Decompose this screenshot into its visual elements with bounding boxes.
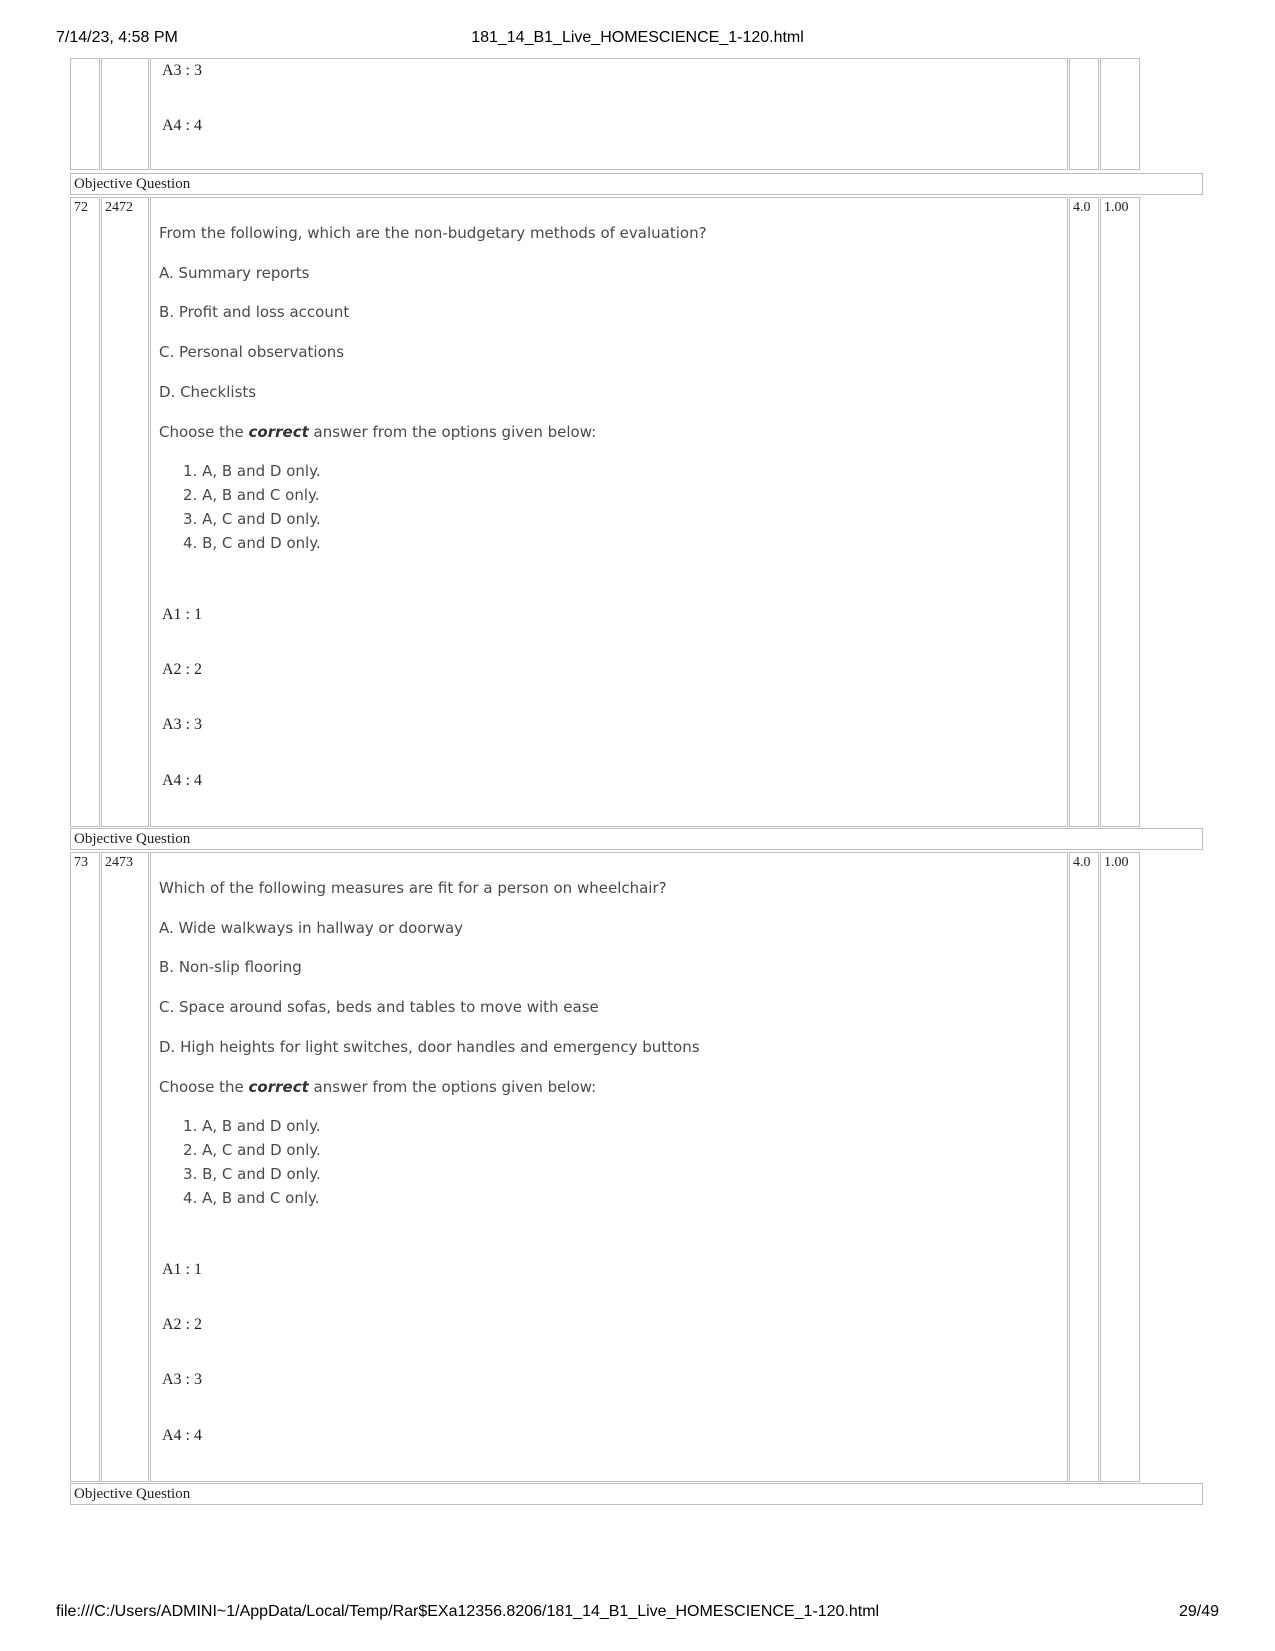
prev-qid-cell xyxy=(101,58,149,170)
answer-option: A1 : 1 xyxy=(162,606,202,623)
statement: D. Checklists xyxy=(159,383,257,401)
answer-option: A2 : 2 xyxy=(162,1316,202,1333)
question-id: 2472 xyxy=(101,197,149,827)
marks-value: 4.0 xyxy=(1069,197,1099,827)
prev-sno-cell xyxy=(70,58,100,170)
answer-option: A3 : 3 xyxy=(162,62,202,79)
answer-option: A2 : 2 xyxy=(162,661,202,678)
option-item: 1. A, B and D only. xyxy=(183,1117,321,1135)
page-number: 29/49 xyxy=(1178,1603,1219,1620)
answer-option: A1 : 1 xyxy=(162,1261,202,1278)
answer-option: A4 : 4 xyxy=(162,1427,202,1444)
option-item: 2. A, C and D only. xyxy=(183,1141,321,1159)
question-stem: From the following, which are the non-budgetary methods of evaluation? xyxy=(159,224,707,242)
statement: C. Personal observations xyxy=(159,343,345,361)
statement: B. Non-slip flooring xyxy=(159,958,302,976)
statement: B. Profit and loss account xyxy=(159,303,350,321)
question-stem: Which of the following measures are fit for a person on wheelchair? xyxy=(159,879,667,897)
option-item: 4. A, B and C only. xyxy=(183,1189,320,1207)
negative-marks-value: 1.00 xyxy=(1100,197,1140,827)
statement: A. Summary reports xyxy=(159,264,310,282)
answer-option: A4 : 4 xyxy=(162,117,202,134)
serial-number: 73 xyxy=(70,852,100,1482)
choose-instruction: Choose the correct answer from the options given below: xyxy=(159,423,597,441)
print-datetime: 7/14/23, 4:58 PM xyxy=(56,29,178,46)
prev-negative-cell xyxy=(1100,58,1140,170)
serial-number: 72 xyxy=(70,197,100,827)
statement: A. Wide walkways in hallway or doorway xyxy=(159,919,464,937)
file-path: file:///C:/Users/ADMINI~1/AppData/Local/Temp/Rar$EXa12356.8206/181_14_B1_Live_HOMESCIENCE_1-120.html xyxy=(56,1603,880,1620)
section-label: Objective Question xyxy=(70,173,1203,195)
section-label: Objective Question xyxy=(70,828,1203,850)
option-item: 3. A, C and D only. xyxy=(183,510,321,528)
prev-question-cell xyxy=(150,58,1068,170)
prev-marks-cell xyxy=(1069,58,1099,170)
section-label: Objective Question xyxy=(70,1483,1203,1505)
question-table xyxy=(70,58,1203,1588)
statement: D. High heights for light switches, door handles and emergency buttons xyxy=(159,1038,700,1056)
choose-instruction: Choose the correct answer from the options given below: xyxy=(159,1078,597,1096)
answer-option: A4 : 4 xyxy=(162,772,202,789)
question-cell xyxy=(150,852,1068,1482)
option-item: 3. B, C and D only. xyxy=(183,1165,321,1183)
answer-option: A3 : 3 xyxy=(162,716,202,733)
question-cell xyxy=(150,197,1068,827)
answer-option: A3 : 3 xyxy=(162,1371,202,1388)
marks-value: 4.0 xyxy=(1069,852,1099,1482)
option-item: 4. B, C and D only. xyxy=(183,534,321,552)
print-title: 181_14_B1_Live_HOMESCIENCE_1-120.html xyxy=(471,29,804,46)
option-item: 1. A, B and D only. xyxy=(183,462,321,480)
option-item: 2. A, B and C only. xyxy=(183,486,320,504)
negative-marks-value: 1.00 xyxy=(1100,852,1140,1482)
statement: C. Space around sofas, beds and tables to move with ease xyxy=(159,998,599,1016)
question-id: 2473 xyxy=(101,852,149,1482)
